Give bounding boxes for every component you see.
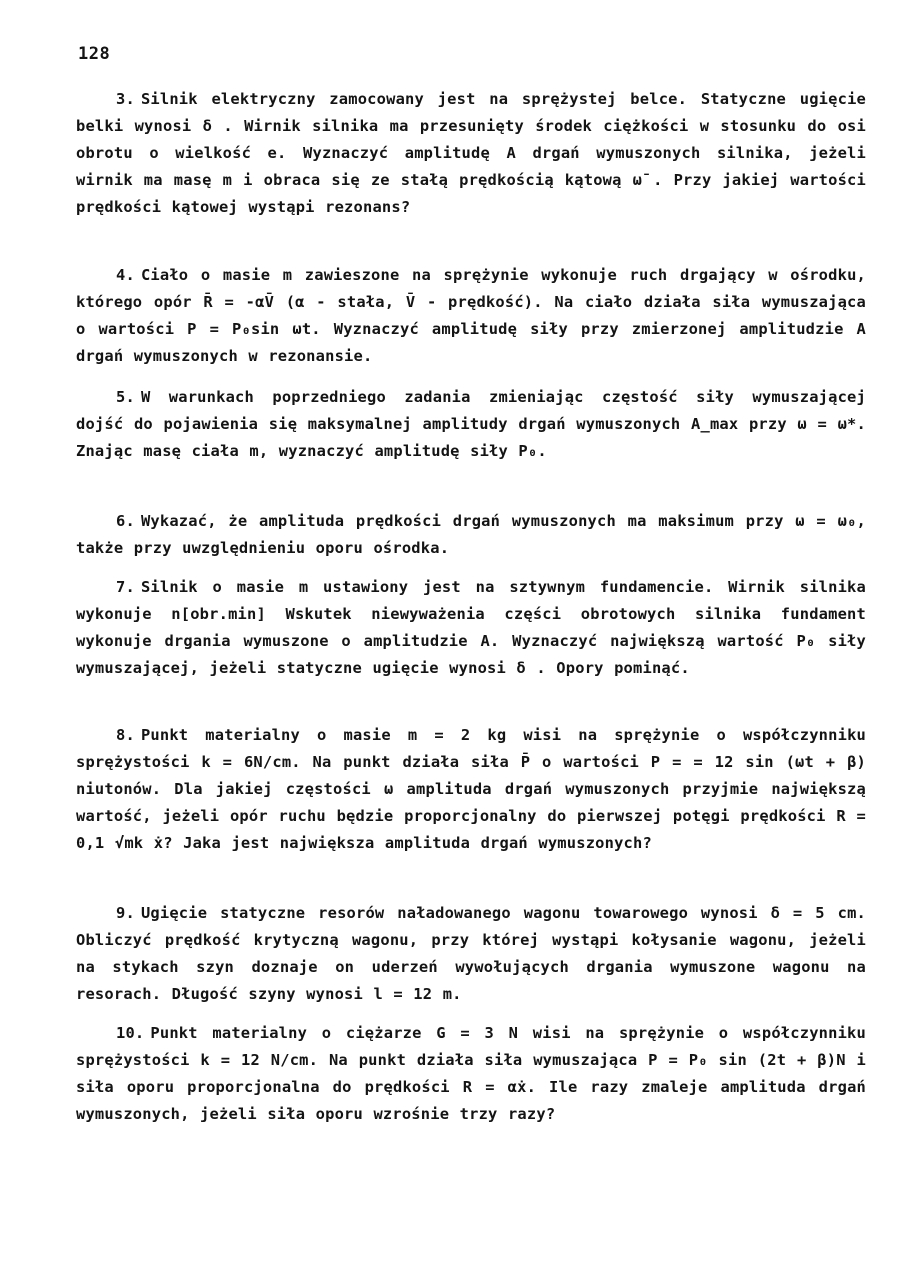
problem-3 [76,86,866,221]
problem-text: Silnik elektryczny zamocowany jest na sprężystej belce. Statyczne ugięcie belki wynosi δ . Wirnik silnika ma przesunięty środek ciężkości w stosunku do osi obrotu o wielkość e. Wyznaczyć amplitudę A drgań wymuszonych silnika, jeżeli wirnik ma masę m i obraca się ze stałą prędkością kątową ω̄ . Przy jakiej wartości prędkości kątowej wystąpi rezonans? [76,90,866,216]
problem-4 [76,262,866,370]
problem-number: 6. [116,512,135,530]
problem-5 [76,384,866,465]
problem-text: Ugięcie statyczne resorów naładowanego wagonu towarowego wynosi δ = 5 cm. Obliczyć prędkość krytyczną wagonu, przy której wystąpi kołysanie wagonu, jeżeli na stykach szyn doznaje on uderzeń wywołujących drgania wymuszone wagonu na resorach. Długość szyny wynosi l = 12 m. [76,904,866,1003]
problem-10 [76,1020,866,1128]
page-number: 128 [78,44,111,64]
problem-9 [76,900,866,1008]
problem-text: Silnik o masie m ustawiony jest na sztywnym fundamencie. Wirnik silnika wykonuje n[obr.min] Wskutek niewyważenia części obrotowych silnika fundament wykonuje drgania wymuszone o amplitudzie A. Wyznaczyć największą wartość P₀ siły wymuszającej, jeżeli statyczne ugięcie wynosi δ . Opory pominąć. [76,578,866,677]
problem-text: Punkt materialny o ciężarze G = 3 N wisi na sprężynie o współczynniku sprężystości k = 12 N/cm. Na punkt działa siła wymuszająca P = P₀ sin (2t + β)N i siła oporu proporcjonalna do prędkości R = αẋ. Ile razy zmaleje amplituda drgań wymuszonych, jeżeli siła oporu wzrośnie trzy razy? [76,1024,866,1123]
problem-number: 9. [116,904,135,922]
problem-text: Punkt materialny o masie m = 2 kg wisi na sprężynie o współczynniku sprężystości k = 6N/cm. Na punkt działa siła P̄ o wartości P = = 12 sin (ωt + β) niutonów. Dla jakiej częstości ω amplituda drgań wymuszonych przyjmie największą wartość, jeżeli opór ruchu będzie proporcjonalny do pierwszej potęgi prędkości R = 0,1 √mk ẋ? Jaka jest największa amplituda drgań wymuszonych? [76,726,866,852]
problem-8 [76,722,866,857]
problem-text: Wykazać, że amplituda prędkości drgań wymuszonych ma maksimum przy ω = ω₀, także przy uwzględnieniu oporu ośrodka. [76,512,866,557]
problem-text: Ciało o masie m zawieszone na sprężynie wykonuje ruch drgający w ośrodku, którego opór R̄ = -αV̄ (α - stała, V̄ - prędkość). Na ciało działa siła wymuszająca o wartości P = P₀sin ωt. Wyznaczyć amplitudę siły przy zmierzonej amplitudzie A drgań wymuszonych w rezonansie. [76,266,866,365]
problem-number: 3. [116,90,135,108]
problem-number: 8. [116,726,135,744]
problem-number: 10. [116,1024,145,1042]
problem-6 [76,508,866,562]
problem-text: W warunkach poprzedniego zadania zmieniając częstość siły wymuszającej dojść do pojawienia się maksymalnej amplitudy drgań wymuszonych A_max przy ω = ω*. Znając masę ciała m, wyznaczyć amplitudę siły P₀. [76,388,866,460]
problem-number: 5. [116,388,135,406]
problem-number: 7. [116,578,135,596]
problem-7 [76,574,866,682]
problem-number: 4. [116,266,135,284]
